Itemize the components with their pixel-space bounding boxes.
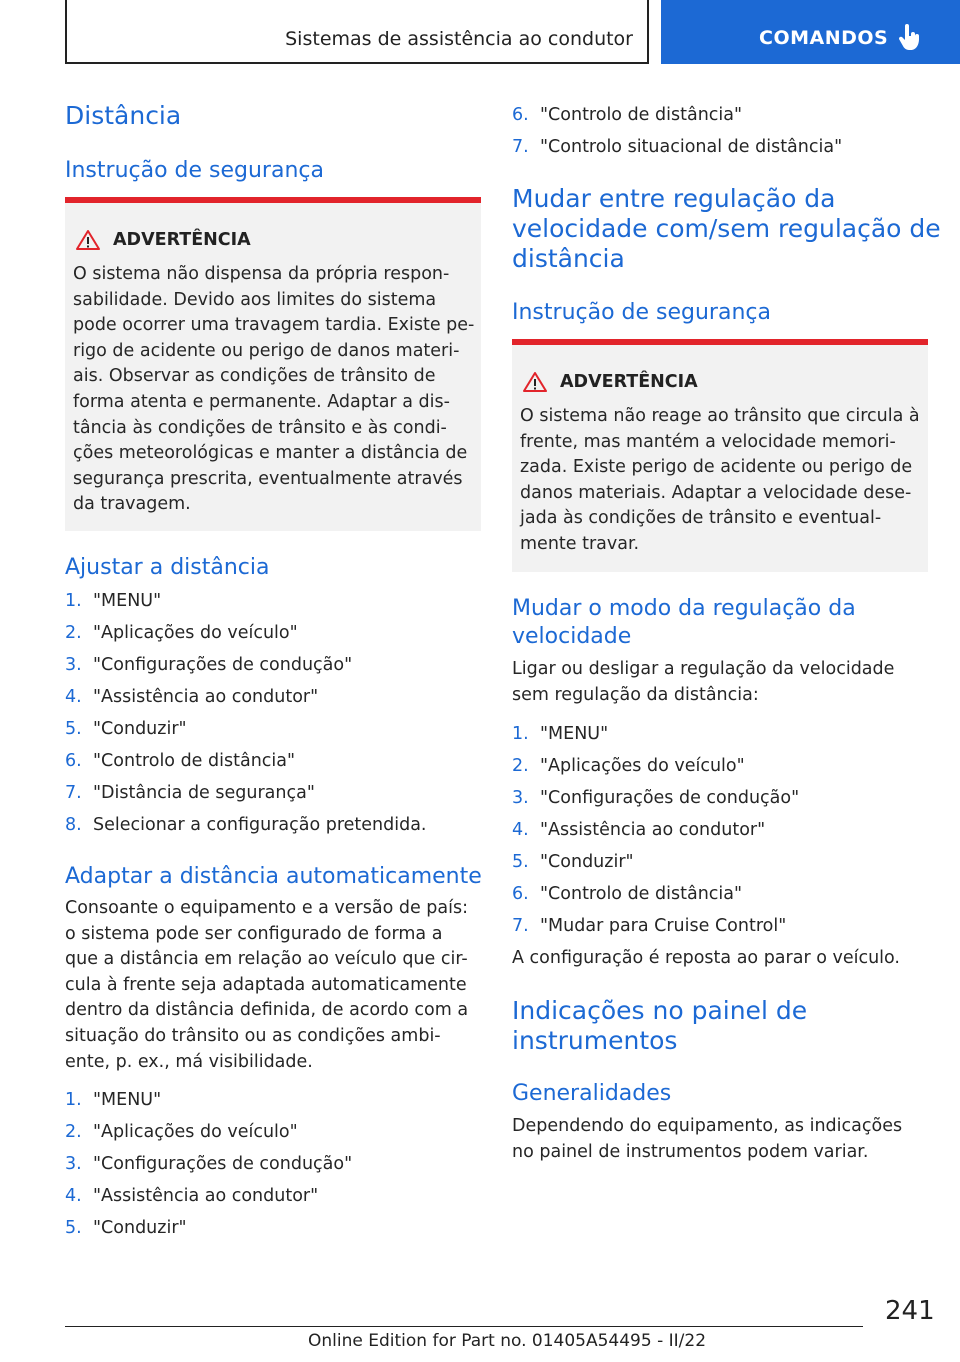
warning-line: pode ocorrer uma travagem tardia. Existe pe- — [73, 315, 475, 336]
warning-line: tância às condições de trânsito e às condi- — [73, 417, 447, 438]
text-line: ente, p. ex., má visibilidade. — [65, 1051, 313, 1072]
warning-line: forma atenta e permanente. Adaptar a dis- — [73, 391, 450, 412]
cluster-display-title — [512, 996, 942, 1056]
page-number: 241 — [885, 1296, 935, 1326]
list-item: 4. "Assistência ao condutor" — [65, 687, 319, 707]
warning-line: da travagem. — [73, 494, 191, 515]
warning-line: O sistema não dispensa da própria respon- — [73, 264, 450, 284]
warning-label: ADVERTÊNCIA — [113, 230, 251, 250]
text-line: no painel de instrumentos podem variar. — [512, 1141, 869, 1162]
title-line: Indicações no painel de — [512, 996, 808, 1025]
warning-line: jada às condições de trânsito e eventual- — [520, 508, 882, 529]
adjust-distance-steps — [65, 585, 481, 841]
text-line: Consoante o equipamento e a versão de país: — [65, 898, 469, 918]
warning-text — [520, 404, 924, 558]
list-item: 6. "Controlo de distância" — [512, 105, 743, 125]
list-item: 3. "Configurações de condução" — [512, 788, 800, 808]
warning-triangle-icon — [75, 229, 101, 251]
warning-line: rigo de acidente ou perigo de danos materi- — [73, 340, 460, 361]
continued-steps — [512, 99, 928, 163]
list-item: 5. "Conduzir" — [512, 852, 634, 872]
mode-change-heading — [512, 595, 942, 651]
switch-regulation-title — [512, 184, 942, 274]
list-item: 2. "Aplicações do veículo" — [65, 1122, 298, 1142]
warning-line: O sistema não reage ao trânsito que circula à — [520, 406, 920, 426]
general-heading: Generalidades — [512, 1081, 672, 1106]
pointing-hand-icon — [898, 24, 922, 54]
list-item: 1. "MENU" — [65, 1090, 162, 1110]
header-section-title: Sistemas de assistência ao condutor — [285, 28, 633, 50]
list-item: 5. "Conduzir" — [65, 1218, 187, 1238]
warning-line: zada. Existe perigo de acidente ou perigo de — [520, 457, 913, 478]
list-item: 4. "Assistência ao condutor" — [512, 820, 766, 840]
text-line: que a distância em relação ao veículo que cir- — [65, 949, 468, 970]
general-text — [512, 1114, 932, 1165]
list-item: 5. "Conduzir" — [65, 719, 187, 739]
title-line: velocidade com/sem regulação de — [512, 214, 941, 243]
text-line: situação do trânsito ou as condições ambi- — [65, 1025, 441, 1046]
title-line: distância — [512, 244, 625, 273]
title-line: Mudar entre regulação da — [512, 184, 836, 213]
list-item: 7. "Distância de segurança" — [65, 783, 315, 803]
header-chapter-box — [661, 0, 960, 64]
warning-line: segurança prescrita, eventualmente através — [73, 468, 463, 489]
warning-line: ções meteorológicas e manter a distância de — [73, 443, 468, 464]
text-line: dentro da distância definida, de acordo com a — [65, 1000, 469, 1021]
warning-header — [522, 371, 698, 393]
text-line: Dependendo do equipamento, as indicações — [512, 1116, 903, 1136]
auto-distance-heading: Adaptar a distância automaticamente — [65, 864, 482, 889]
title-line: instrumentos — [512, 1026, 678, 1055]
warning-box-left — [65, 197, 481, 531]
page-title: Distância — [65, 101, 182, 130]
list-item: 3. "Configurações de condução" — [65, 655, 353, 675]
heading-line: Mudar o modo da regulação da — [512, 596, 856, 621]
text-line: Ligar ou desligar a regulação da velocidade — [512, 659, 895, 679]
list-item: 2. "Aplicações do veículo" — [512, 756, 745, 776]
warning-box-right — [512, 339, 928, 572]
warning-line: frente, mas mantém a velocidade memori- — [520, 431, 896, 452]
list-item: 6. "Controlo de distância" — [512, 884, 743, 904]
mode-change-steps — [512, 718, 928, 942]
footer-divider — [65, 1326, 863, 1327]
heading-line: velocidade — [512, 624, 632, 649]
warning-line: danos materiais. Adaptar a velocidade dese- — [520, 482, 912, 503]
auto-distance-text — [65, 896, 485, 1075]
header-section-box — [65, 0, 649, 64]
edition-note: Online Edition for Part no. 01405A54495 - II/22 — [308, 1331, 707, 1351]
warning-line: mente travar. — [520, 533, 640, 554]
warning-triangle-icon — [522, 371, 548, 393]
text-line: sem regulação da distância: — [512, 684, 759, 705]
warning-header — [75, 229, 251, 251]
list-item: 6. "Controlo de distância" — [65, 751, 296, 771]
list-item: 2. "Aplicações do veículo" — [65, 623, 298, 643]
list-item: 1. "MENU" — [65, 591, 162, 611]
safety-heading-left: Instrução de segurança — [65, 158, 324, 183]
text-line: cula à frente seja adaptada automaticamente — [65, 974, 467, 995]
header-chapter-title: COMANDOS — [759, 27, 889, 49]
list-item: 3. "Configurações de condução" — [65, 1154, 353, 1174]
mode-note: A configuração é reposta ao parar o veículo. — [512, 948, 900, 968]
warning-text — [73, 262, 477, 518]
list-item: 7. "Controlo situacional de distância" — [512, 137, 843, 157]
list-item: 8. Selecionar a configuração pretendida. — [65, 815, 427, 835]
safety-heading-right: Instrução de segurança — [512, 300, 771, 325]
list-item: 1. "MENU" — [512, 724, 609, 744]
mode-intro-text — [512, 657, 932, 708]
list-item: 4. "Assistência ao condutor" — [65, 1186, 319, 1206]
warning-line: sabilidade. Devido aos limites do sistema — [73, 289, 437, 310]
auto-distance-steps — [65, 1084, 481, 1244]
list-item: 7. "Mudar para Cruise Control" — [512, 916, 787, 936]
adjust-distance-heading: Ajustar a distância — [65, 555, 270, 580]
warning-line: ais. Observar as condições de trânsito de — [73, 366, 436, 387]
warning-label: ADVERTÊNCIA — [560, 372, 698, 392]
text-line: o sistema pode ser configurado de forma a — [65, 923, 443, 944]
